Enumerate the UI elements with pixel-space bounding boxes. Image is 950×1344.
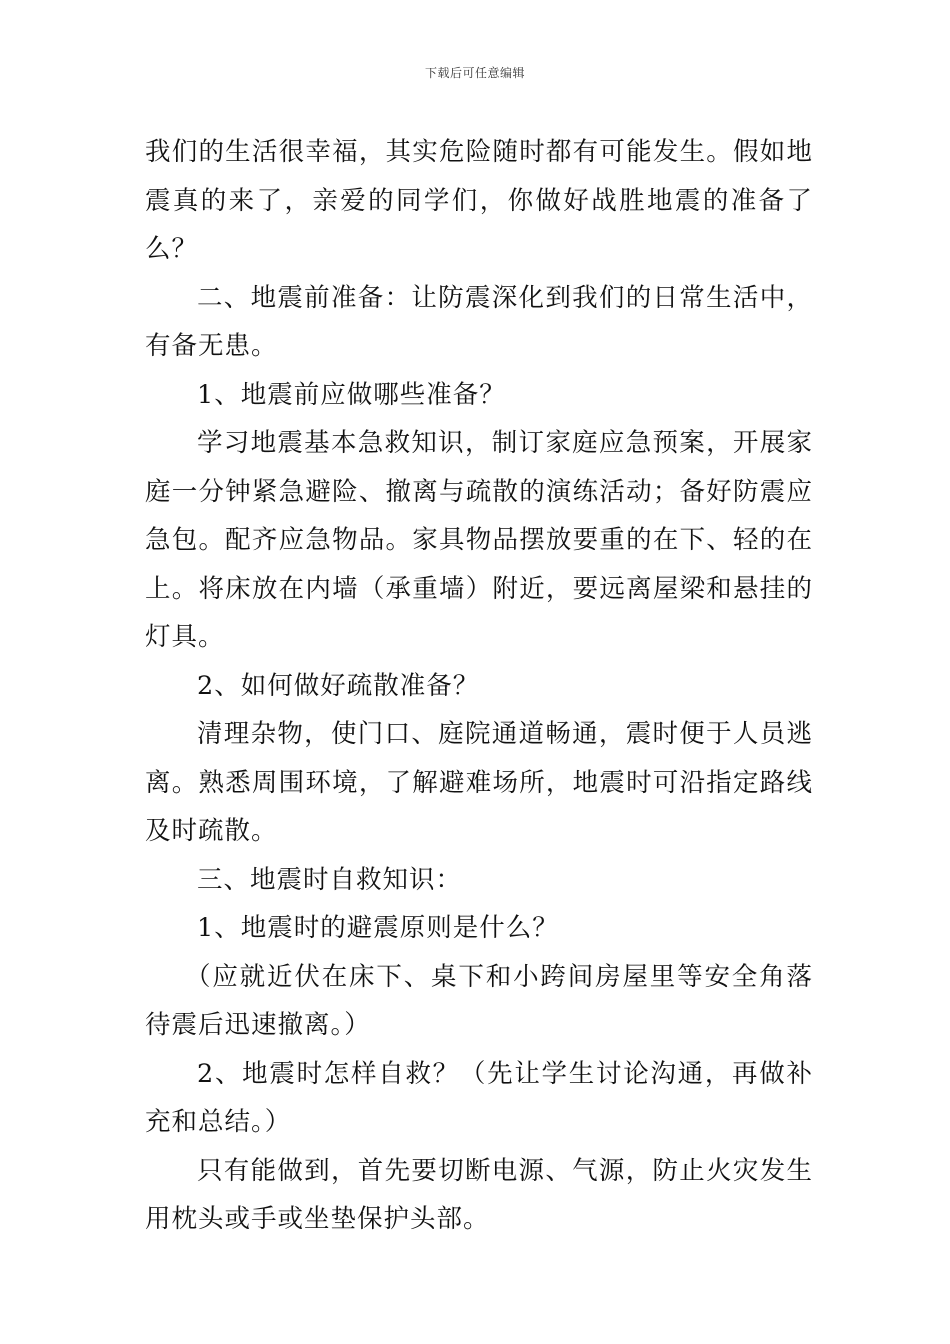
paragraph-10: 2、地震时怎样自救？（先让学生讨论沟通，再做补充和总结。）: [145, 1058, 813, 1137]
paragraph-6: 清理杂物，使门口、庭院通道畅通，震时便于人员逃离。熟悉周围环境，了解避难场所，地震时可沿指定路线及时疏散。: [145, 719, 813, 846]
paragraph-3: 1、地震前应做哪些准备？: [197, 379, 506, 410]
document-body: [145, 128, 813, 1244]
paragraph-4: 学习地震基本急救知识，制订家庭应急预案，开展家庭一分钟紧急避险、撤离与疏散的演练活动；备好防震应急包。配齐应急物品。家具物品摆放要重的在下、轻的在上。将床放在内墙（承重墙）附近，要远离屋梁和悬挂的灯具。: [145, 428, 813, 652]
paragraph-2: 二、地震前准备：让防震深化到我们的日常生活中，有备无患。: [145, 282, 813, 361]
paragraph-7: 三、地震时自救知识：: [197, 864, 463, 895]
paragraph-8: 1、地震时的避震原则是什么？: [197, 913, 559, 943]
page-header: 下载后可任意编辑: [424, 66, 525, 80]
paragraph-11: 只有能做到，首先要切断电源、气源，防止火灾发生用枕头或手或坐垫保护头部。: [145, 1155, 813, 1234]
paragraph-1: 我们的生活很幸福，其实危险随时都有可能发生。假如地震真的来了，亲爱的同学们，你做好战胜地震的准备了么？: [145, 137, 813, 264]
paragraph-9: （应就近伏在床下、桌下和小跨间房屋里等安全角落待震后迅速撤离。）: [145, 961, 813, 1040]
paragraph-5: 2、如何做好疏散准备？: [197, 670, 480, 701]
